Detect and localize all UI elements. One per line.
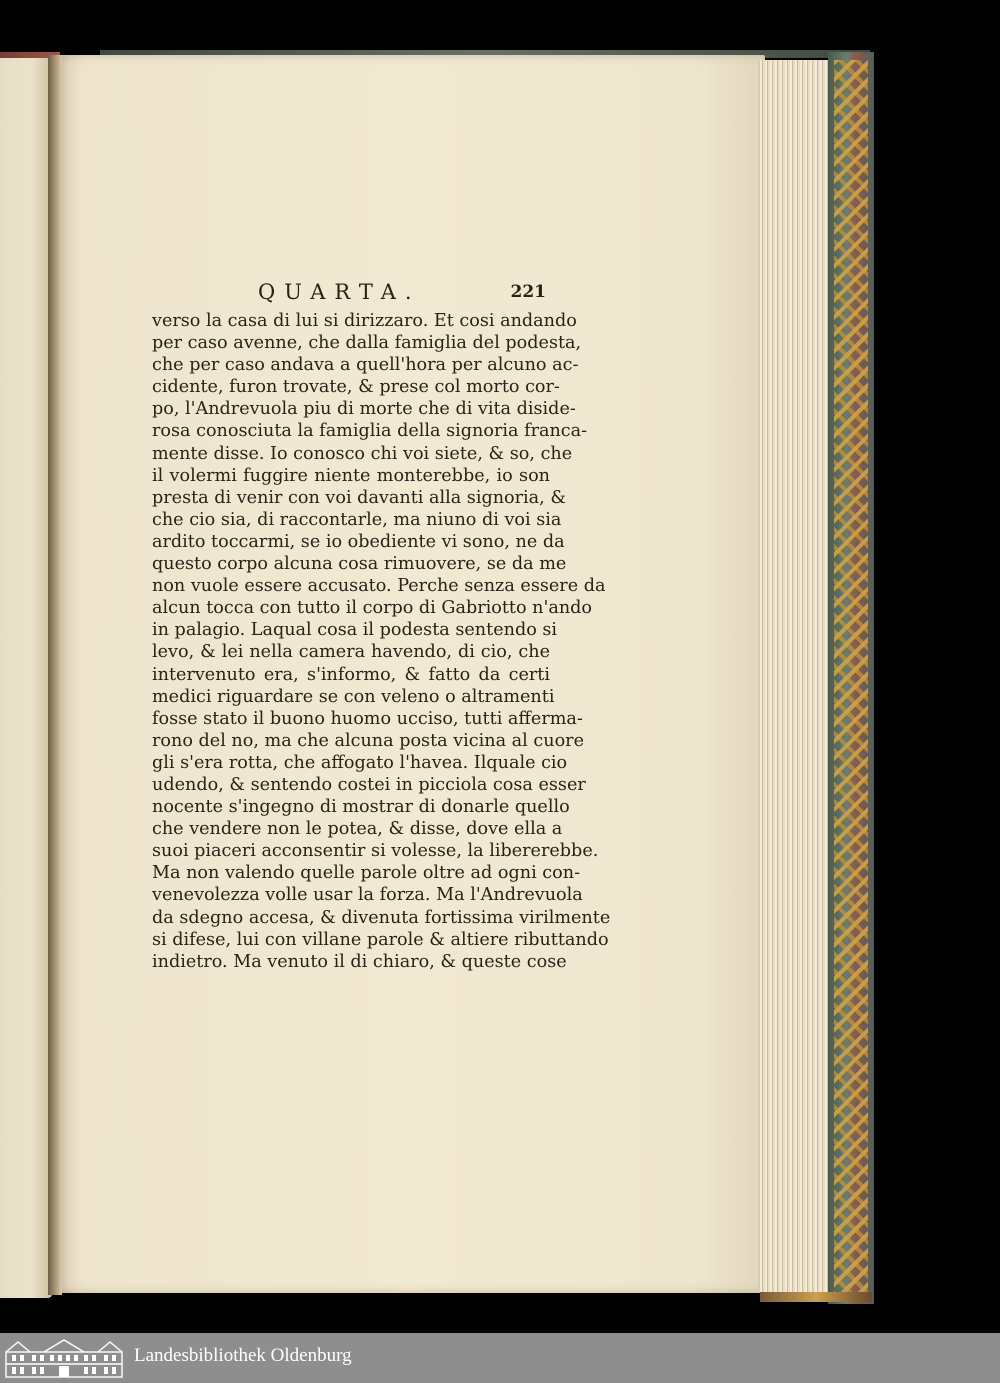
running-head [152,280,550,310]
text-line: intervenuto era, s'informo, & fatto da certi [152,664,550,685]
text-line: da sdegno accesa, & divenuta fortissima virilmente [152,907,611,928]
text-line: rosa conosciuta la famiglia della signoria franca- [152,421,588,442]
text-line: venevolezza volle usar la forza. Ma l'Andrevuola [152,885,583,906]
text-line: levo, & lei nella camera havendo, di cio, che [152,642,550,663]
text-line: non vuole essere accusato. Perche senza essere da [152,576,606,597]
left-page-sliver [0,58,52,1298]
text-line: rono del no, ma che alcuna posta vicina al cuore [152,730,584,751]
text-line: che vendere non le potea, & disse, dove ella a [152,819,563,840]
running-head-title: QUARTA. [258,280,421,304]
text-line: in palagio. Laqual cosa il podesta sentendo si [152,620,558,641]
bottom-binding-strip [760,1292,872,1302]
library-footer-bar [0,1333,1000,1383]
text-line: mente disse. Io conosco chi voi siete, & so, che [152,443,573,464]
text-line: si difese, lui con villane parole & altiere ributtando [152,929,609,950]
page-gutter [48,55,62,1295]
library-building-logo-icon [4,1338,124,1378]
text-line: gli s'era rotta, che affogato l'havea. Ilquale cio [152,752,568,773]
page-edges-stack [758,60,830,1292]
body-text [152,310,611,973]
library-name: Landesbibliothek Oldenburg [134,1345,352,1366]
text-line: indietro. Ma venuto il di chiaro, & queste cose [152,951,567,972]
text-line: per caso avenne, che dalla famiglia del podesta, [152,333,582,354]
text-line: po, l'Andrevuola piu di morte che di vita diside- [152,399,576,420]
text-line: che cio sia, di raccontarle, ma niuno di voi sia [152,509,562,530]
page-text-block [152,280,611,973]
text-line: Ma non valendo quelle parole oltre ad ogni con- [152,863,581,884]
text-line: alcun tocca con tutto il corpo di Gabriotto n'ando [152,598,593,619]
text-line: nocente s'ingegno di mostrar di donarle quello [152,797,570,818]
text-line: questo corpo alcuna cosa rimuovere, se da me [152,554,567,575]
text-line: che per caso andava a quell'hora per alcuno ac- [152,355,579,376]
text-line: il volermi fuggire niente monterebbe, io son [152,465,550,486]
text-line: presta di venir con voi davanti alla signoria, & [152,487,567,508]
text-line: fosse stato il buono huomo ucciso, tutti afferma- [152,708,583,729]
text-line: ardito toccarmi, se io obediente vi sono, ne da [152,531,565,552]
text-line: udendo, & sentendo costei in picciola cosa esser [152,774,586,795]
page-number: 221 [510,282,546,302]
text-line: suoi piaceri acconsentir si volesse, la libererebbe. [152,841,599,862]
text-line: verso la casa di lui si dirizzaro. Et cosi andando [152,311,577,331]
text-line: medici riguardare se con veleno o altramenti [152,686,555,707]
gilt-decoration [834,60,868,1296]
text-line: cidente, furon trovate, & prese col morto cor- [152,377,560,398]
